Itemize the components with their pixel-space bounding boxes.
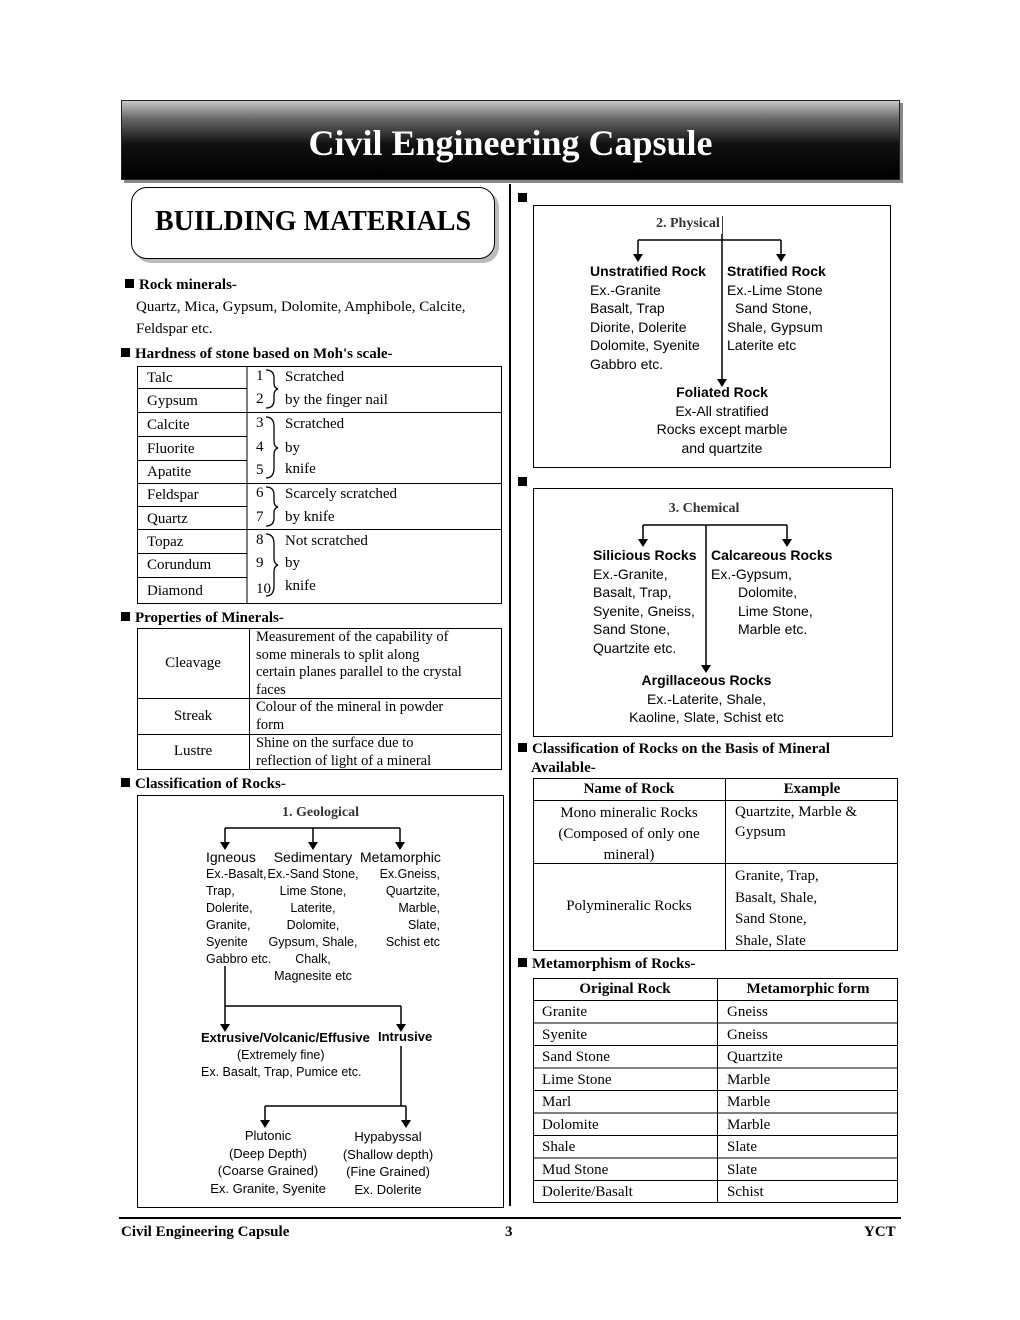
hypabyssal-block: Hypabyssal (Shallow depth) (Fine Grained) Ex. Dolerite (342, 1129, 434, 1197)
silicious-column: Silicious Rocks Ex.-Granite, Basalt, Trap, Syenite, Gneiss, Sand Stone, Quartzite etc. (593, 547, 697, 656)
metamorphism-original-cell: Granite (542, 1004, 587, 1020)
mohs-mineral: Talc (147, 370, 173, 386)
mineral-row-poly-example: Granite, Trap, Basalt, Shale, Sand Stone, Shale, Slate (735, 868, 819, 949)
properties-heading: Properties of Minerals- (121, 610, 284, 627)
argillaceous-block: Argillaceous Rocks Ex.-Laterite, Shale, Kaoline, Slate, Schist etc (629, 672, 784, 725)
rock-minerals-line2: Feldspar etc. (136, 321, 213, 337)
metamorphism-form-cell: Gneiss (727, 1026, 768, 1043)
mohs-group-text: knife (285, 578, 316, 594)
igneous-column: Igneous Ex.-Basalt, Trap, Dolerite, Granite, Syenite Gabbro etc. (206, 849, 272, 966)
mohs-number: 3 (256, 415, 264, 431)
mohs-group-text: Scratched (285, 369, 345, 385)
mohs-table (137, 366, 502, 604)
mohs-mineral: Topaz (147, 534, 184, 550)
metamorphism-heading: Metamorphism of Rocks- (518, 956, 695, 973)
mohs-heading: Hardness of stone based on Moh's scale- (121, 346, 393, 363)
chemical-title: 3. Chemical (668, 501, 740, 516)
physical-diagram (533, 205, 891, 468)
square-bullet-icon (518, 743, 527, 752)
foliated-block: Foliated Rock Ex-All stratified Rocks except marble and quartzite (656, 384, 788, 456)
metamorphism-form-cell: Quartzite (727, 1049, 783, 1065)
unstratified-column: Unstratified Rock Ex.-Granite Basalt, Trap Diorite, Dolerite Dolomite, Syenite Gabbro etc. (590, 263, 706, 372)
mohs-mineral: Gypsum (147, 393, 198, 409)
metamorphism-original-cell: Syenite (542, 1026, 587, 1043)
mineral-class-table (533, 778, 898, 951)
mohs-number: 2 (256, 391, 264, 407)
mineral-row-poly-name: Polymineralic Rocks (566, 898, 692, 914)
square-bullet-icon (518, 474, 532, 492)
chemical-diagram (533, 488, 893, 737)
metamorphic-column: Metamorphic Ex.Gneiss, Quartzite, Marble, Slate, Schist etc (360, 849, 441, 949)
section-title: BUILDING MATERIALS (154, 206, 472, 237)
mohs-group-text: by the finger nail (285, 392, 388, 408)
mohs-mineral: Diamond (147, 583, 203, 599)
stratified-column: Stratified Rock Ex.-Lime Stone Sand Stone, Shale, Gypsum Laterite etc (727, 263, 826, 353)
header-banner (121, 100, 900, 180)
footer-left: Civil Engineering Capsule (121, 1224, 290, 1240)
extrusive-block: Extrusive/Volcanic/Effusive (Extremely fine) Ex. Basalt, Trap, Pumice etc. (201, 1030, 370, 1079)
mohs-mineral: Corundum (147, 557, 212, 573)
calcareous-column: Calcareous Rocks Ex.-Gypsum, Dolomite, Lime Stone, Marble etc. (711, 547, 833, 637)
page-number: 3 (505, 1224, 513, 1240)
mohs-mineral: Fluorite (147, 441, 195, 457)
mohs-number: 1 (256, 368, 264, 384)
mohs-group-text: Scarcely scratched (285, 486, 398, 502)
mohs-number: 4 (256, 439, 264, 455)
metamorphism-form-cell: Gneiss (727, 1004, 768, 1020)
metamorphism-col-original: Original Rock (579, 981, 671, 997)
mohs-group-text: Not scratched (285, 533, 368, 549)
square-bullet-icon (518, 190, 532, 208)
geological-title: 1. Geological (282, 805, 359, 820)
intrusive-label: Intrusive (378, 1029, 433, 1044)
metamorphism-original-cell: Dolerite/Basalt (542, 1184, 633, 1200)
properties-table (137, 628, 502, 770)
mohs-group-text: by (285, 440, 300, 456)
square-bullet-icon (121, 348, 130, 357)
metamorphism-table (533, 978, 898, 1203)
square-bullet-icon (121, 778, 130, 787)
geological-diagram (137, 795, 504, 1208)
metamorphism-original-cell: Marl (542, 1094, 572, 1110)
metamorphism-form-cell: Schist (727, 1184, 764, 1200)
metamorphism-original-cell: Dolomite (542, 1116, 599, 1133)
metamorphism-form-cell: Marble (727, 1116, 771, 1133)
metamorphism-original-cell: Mud Stone (542, 1161, 609, 1178)
mohs-number: 5 (256, 462, 264, 478)
metamorphism-form-cell: Marble (727, 1094, 771, 1110)
rock-minerals-line1: Quartz, Mica, Gypsum, Dolomite, Amphibole, Calcite, (136, 299, 466, 315)
rock-minerals-heading: Rock minerals- (125, 277, 237, 294)
metamorphism-form-cell: Marble (727, 1071, 771, 1088)
classification-heading: Classification of Rocks- (121, 776, 286, 793)
mineral-class-heading-2: Available- (531, 760, 596, 776)
column-divider (509, 184, 511, 1206)
metamorphism-form-cell: Slate (727, 1139, 757, 1155)
mohs-number: 8 (256, 532, 264, 548)
property-desc-cleavage: Measurement of the capability of some minerals to split along certain planes parallel to the crystal faces (256, 629, 462, 698)
mohs-mineral: Calcite (147, 417, 190, 433)
plutonic-block: Plutonic (Deep Depth) (Coarse Grained) Ex. Granite, Syenite (210, 1128, 326, 1196)
mineral-col-name: Name of Rock (583, 781, 675, 797)
property-name-streak: Streak (173, 708, 213, 724)
metamorphism-form-cell: Slate (727, 1161, 757, 1178)
mohs-number: 6 (256, 485, 264, 501)
property-name-cleavage: Cleavage (165, 655, 221, 671)
footer-right: YCT (864, 1224, 896, 1240)
mohs-group-text: knife (285, 461, 316, 477)
square-bullet-icon (518, 958, 527, 967)
metamorphism-original-cell: Shale (542, 1139, 576, 1155)
mohs-number: 7 (256, 509, 264, 525)
sedimentary-column: Sedimentary Ex.-Sand Stone, Lime Stone, Laterite, Dolomite, Gypsum, Shale, Chalk, Magnesite etc (267, 849, 359, 983)
footer-rule (119, 1217, 901, 1219)
mohs-mineral: Feldspar (147, 487, 199, 503)
property-desc-streak: Colour of the mineral in powder form (256, 699, 444, 733)
mohs-group-text: by knife (285, 509, 335, 525)
physical-title: 2. Physical (654, 215, 722, 234)
metamorphism-original-cell: Lime Stone (542, 1071, 612, 1088)
square-bullet-icon (125, 279, 134, 288)
mohs-group-text: by (285, 555, 300, 571)
mohs-mineral: Quartz (147, 511, 188, 527)
mohs-number: 10 (256, 581, 271, 597)
property-name-lustre: Lustre (173, 743, 213, 759)
metamorphism-original-cell: Sand Stone (542, 1049, 610, 1065)
property-desc-lustre: Shine on the surface due to reflection of light of a mineral (256, 735, 432, 769)
mohs-group-text: Scratched (285, 416, 345, 432)
mineral-row-mono-name: Mono mineralic Rocks (Composed of only one mineral) (558, 805, 700, 863)
section-title-box (131, 187, 495, 259)
page-title: Civil Engineering Capsule (308, 123, 713, 163)
mohs-mineral: Apatite (147, 464, 192, 480)
square-bullet-icon (121, 612, 130, 621)
mineral-row-mono-example: Quartzite, Marble & Gypsum (735, 804, 858, 840)
mineral-col-example: Example (783, 781, 841, 797)
mohs-number: 9 (256, 555, 264, 571)
mineral-class-heading: Classification of Rocks on the Basis of Mineral (518, 741, 830, 758)
metamorphism-col-form: Metamorphic form (746, 981, 870, 997)
